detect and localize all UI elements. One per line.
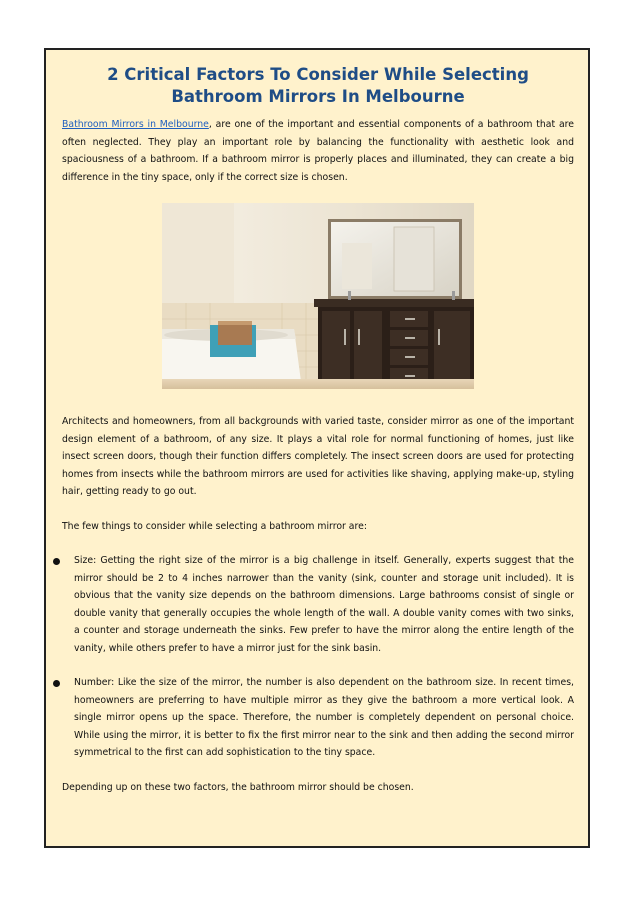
bathroom-illustration [162,203,474,389]
bathroom-mirrors-link[interactable]: Bathroom Mirrors in Melbourne [62,119,209,130]
page-frame [44,48,590,848]
list-item: Number: Like the size of the mirror, the number is also dependent on the bathroom size. In recent times, homeowners are preferring to have multiple mirror as they give the bathroom a more vertical look. A single mirror opens up the space. Therefore, the number is completely dependent on personal choice. While using the mirror, it is better to fix the first mirror near to the sink and then adding the second mirror symmetrical to the first can add sophistication to the tiny space. [62,674,574,762]
intro-text: , are one of the important and essential components of a bathroom that are often neglected. They play an important role by balancing the functionality with aesthetic look and spaciousness of a bathroom. If a bathroom mirror is properly places and illuminated, they can create a big difference in the tiny space, only if the correct size is chosen. [62,119,574,183]
list-intro: The few things to consider while selecting a bathroom mirror are: [62,520,367,532]
list-item: Size: Getting the right size of the mirror is a big challenge in itself. Generally, experts suggest that the mirror should be 2 to 4 inches narrower than the vanity (sink, counter and storage unit included). It is obvious that the vanity size depends on the bathroom dimensions. Large bathrooms consist of single or double vanity that generally occupies the whole length of the wall. A double vanity comes with two sinks, a counter and storage underneath the sinks. Few prefer to have the mirror along the entire length of the vanity, while others prefer to have a mirror just for the sink basin. [62,552,574,657]
factor-list [62,552,574,762]
bathroom-photo [162,203,474,389]
intro-paragraph [62,116,574,186]
article [62,64,574,813]
page-title: 2 Critical Factors To Consider While Selecting Bathroom Mirrors In Melbourne [107,65,529,106]
body-paragraph: Architects and homeowners, from all backgrounds with varied taste, consider mirror as one of the important design element of a bathroom, of any size. It plays a vital role for normal functioning of homes, just like insect screen doors, though their function differs completely. The insect screen doors are used for protecting homes from insects while the bathroom mirrors are used for activities like shaving, applying make-up, styling hair, getting ready to go out. [62,416,574,497]
conclusion-paragraph: Depending up on these two factors, the bathroom mirror should be chosen. [62,781,414,793]
